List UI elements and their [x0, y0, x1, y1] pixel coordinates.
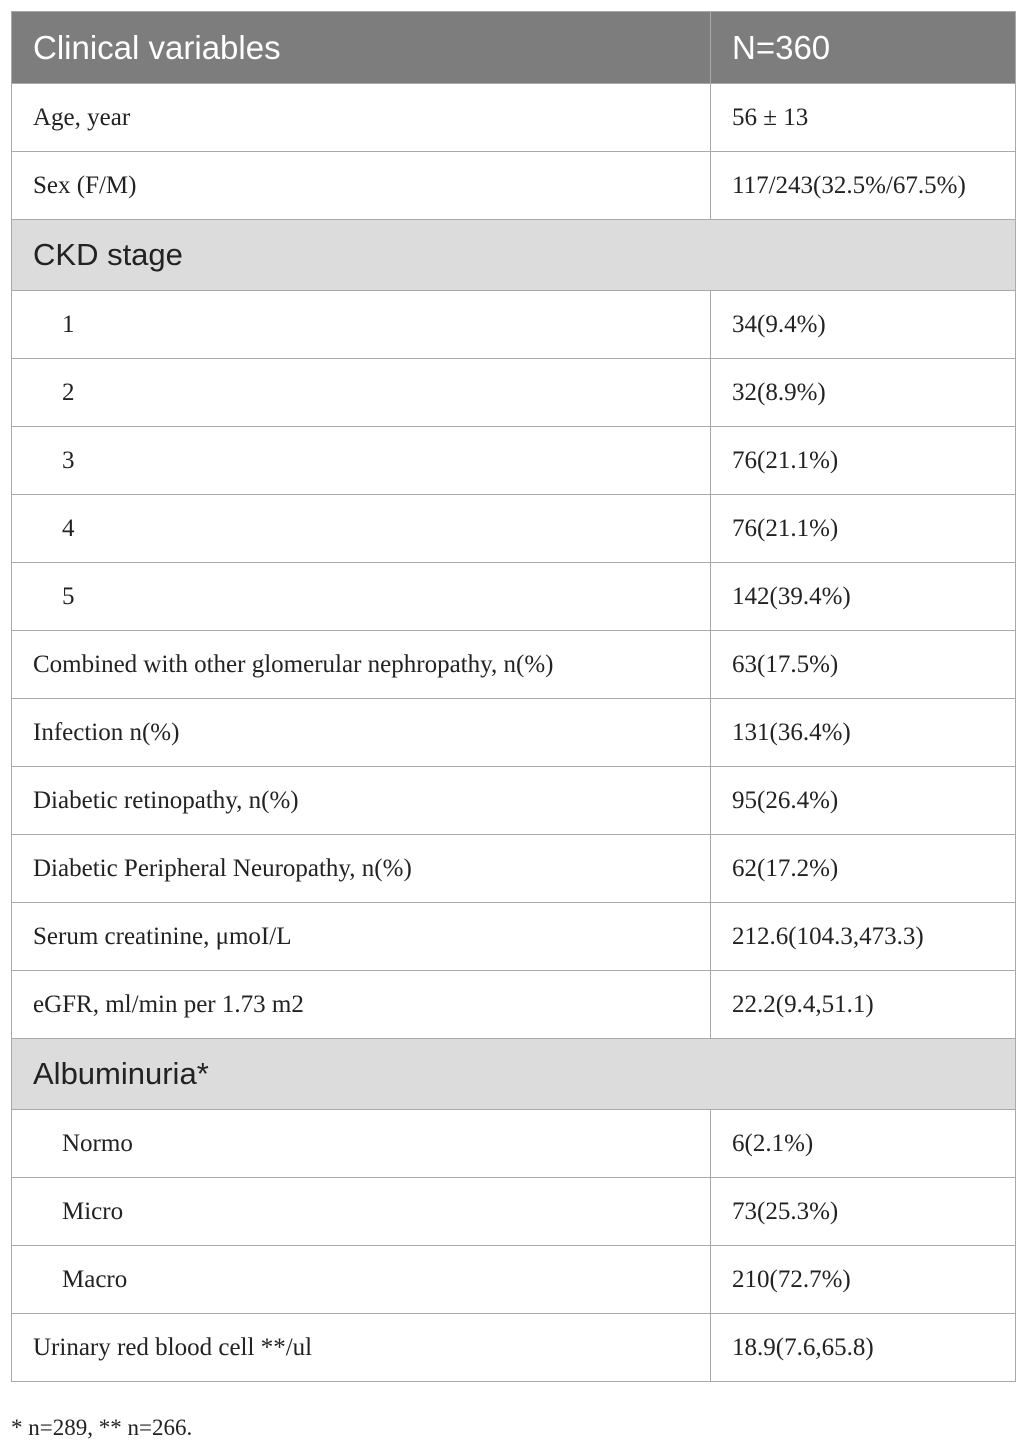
row-value: 210(72.7%)	[711, 1246, 1016, 1314]
section-title: CKD stage	[12, 220, 1016, 291]
row-label: eGFR, ml/min per 1.73 m2	[12, 971, 711, 1039]
table-row	[12, 971, 1016, 1039]
row-label: Normo	[12, 1110, 711, 1178]
table-row	[12, 1178, 1016, 1246]
table-header-row	[12, 12, 1016, 84]
table-footnote: * n=289, ** n=266.	[11, 1415, 193, 1440]
header-n: N=360	[711, 12, 1016, 84]
table-row	[12, 767, 1016, 835]
row-value: 18.9(7.6,65.8)	[711, 1314, 1016, 1382]
row-value: 76(21.1%)	[711, 495, 1016, 563]
row-value: 76(21.1%)	[711, 427, 1016, 495]
table-row	[12, 152, 1016, 220]
row-label: Sex (F/M)	[12, 152, 711, 220]
clinical-variables-table	[11, 11, 1016, 1382]
row-label: Combined with other glomerular nephropathy, n(%)	[12, 631, 711, 699]
row-value: 212.6(104.3,473.3)	[711, 903, 1016, 971]
row-label: 4	[12, 495, 711, 563]
row-value: 6(2.1%)	[711, 1110, 1016, 1178]
row-value: 131(36.4%)	[711, 699, 1016, 767]
row-label: Infection n(%)	[12, 699, 711, 767]
row-value: 117/243(32.5%/67.5%)	[711, 152, 1016, 220]
table-row	[12, 1110, 1016, 1178]
table-row	[12, 359, 1016, 427]
table-row	[12, 84, 1016, 152]
table-row	[12, 427, 1016, 495]
row-label: Diabetic Peripheral Neuropathy, n(%)	[12, 835, 711, 903]
row-value: 22.2(9.4,51.1)	[711, 971, 1016, 1039]
row-value: 62(17.2%)	[711, 835, 1016, 903]
row-label: 2	[12, 359, 711, 427]
table-row	[12, 563, 1016, 631]
table-row	[12, 1314, 1016, 1382]
table-row	[12, 291, 1016, 359]
row-label: 3	[12, 427, 711, 495]
section-title: Albuminuria*	[12, 1039, 1016, 1110]
header-clinical-variables: Clinical variables	[12, 12, 711, 84]
row-value: 142(39.4%)	[711, 563, 1016, 631]
row-label: Micro	[12, 1178, 711, 1246]
row-label: Urinary red blood cell **/ul	[12, 1314, 711, 1382]
table-row	[12, 835, 1016, 903]
section-row-ckd-stage	[12, 220, 1016, 291]
section-row-albuminuria	[12, 1039, 1016, 1110]
row-label: 5	[12, 563, 711, 631]
row-label: 1	[12, 291, 711, 359]
row-value: 56 ± 13	[711, 84, 1016, 152]
table-row	[12, 495, 1016, 563]
table-row	[12, 1246, 1016, 1314]
table-row	[12, 699, 1016, 767]
row-value: 95(26.4%)	[711, 767, 1016, 835]
row-value: 34(9.4%)	[711, 291, 1016, 359]
table-row	[12, 631, 1016, 699]
row-label: Age, year	[12, 84, 711, 152]
row-label: Serum creatinine, μmoI/L	[12, 903, 711, 971]
row-label: Macro	[12, 1246, 711, 1314]
row-label: Diabetic retinopathy, n(%)	[12, 767, 711, 835]
table-row	[12, 903, 1016, 971]
row-value: 73(25.3%)	[711, 1178, 1016, 1246]
row-value: 63(17.5%)	[711, 631, 1016, 699]
row-value: 32(8.9%)	[711, 359, 1016, 427]
